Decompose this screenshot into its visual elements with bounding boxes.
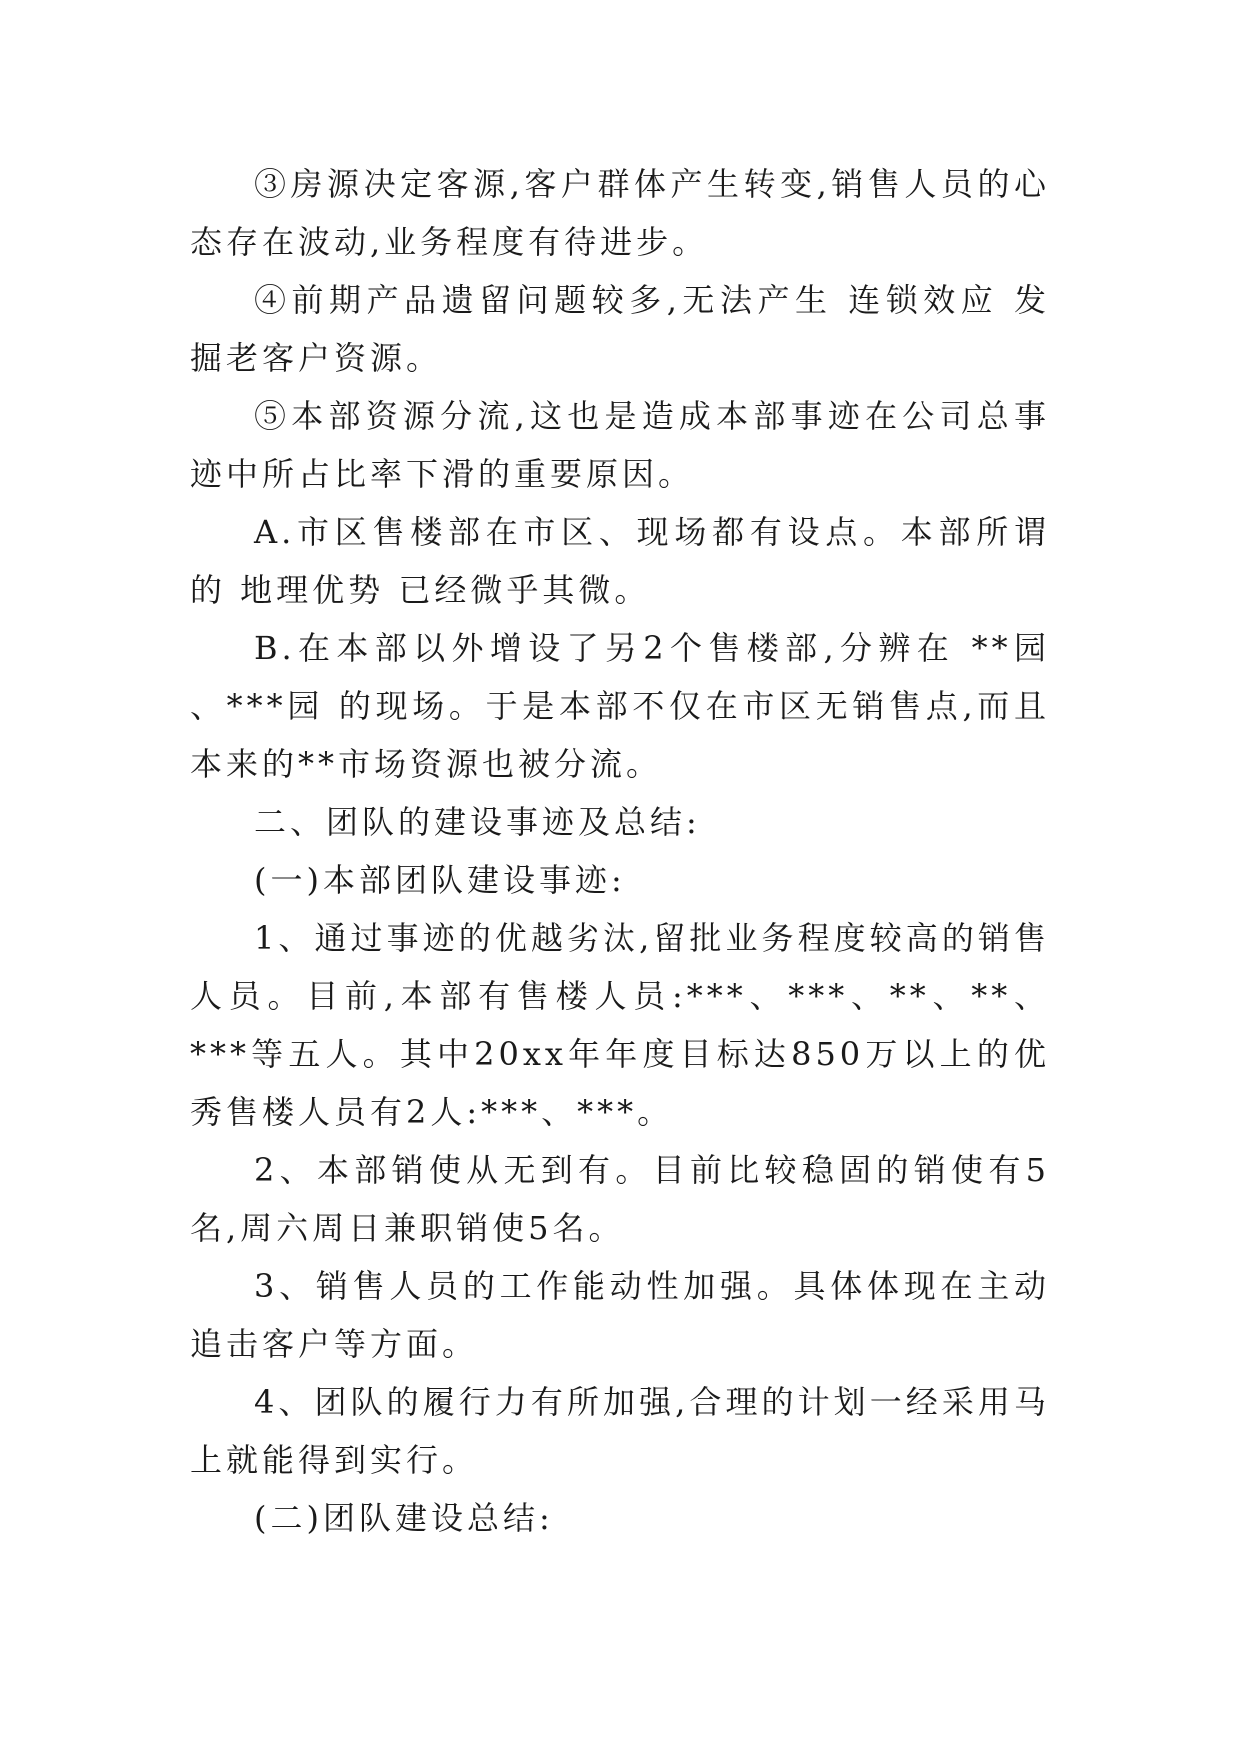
paragraph-item-4: 4、团队的履行力有所加强,合理的计划一经采用马上就能得到实行。	[190, 1383, 1050, 1479]
paragraph-item-1: 1、通过事迹的优越劣汰,留批业务程度较高的销售人员。目前,本部有售楼人员:***、***、**、**、***等五人。其中20xx年年度目标达850万以上的优秀售楼人员有2人:***、***。	[190, 919, 1050, 1131]
section-heading-team-building: 二、团队的建设事迹及总结:	[254, 803, 701, 841]
paragraph-resource-diversion: ⑤本部资源分流,这也是造成本部事迹在公司总事迹中所占比率下滑的重要原因。	[190, 397, 1050, 493]
paragraph-item-2: 2、本部销使从无到有。目前比较稳固的销使有5名,周六周日兼职销使5名。	[190, 1151, 1050, 1247]
subsection-heading-team-summary: (二)团队建设总结:	[254, 1499, 554, 1537]
paragraph-item-3: 3、销售人员的工作能动性加强。具体体现在主动追击客户等方面。	[190, 1267, 1050, 1363]
paragraph-legacy-issues: ④前期产品遗留问题较多,无法产生 连锁效应 发掘老客户资源。	[190, 281, 1050, 377]
paragraph-point-a: A.市区售楼部在市区、现场都有设点。本部所谓的 地理优势 已经微乎其微。	[190, 513, 1050, 609]
document-body	[190, 155, 1050, 1547]
paragraph-housing-source: ③房源决定客源,客户群体产生转变,销售人员的心态存在波动,业务程度有待进步。	[190, 165, 1050, 261]
subsection-heading-team-achievements: (一)本部团队建设事迹:	[254, 861, 626, 899]
paragraph-point-b: B.在本部以外增设了另2个售楼部,分辨在 **园 、***园 的现场。于是本部不仅在市区无销售点,而且本来的**市场资源也被分流。	[190, 629, 1050, 783]
